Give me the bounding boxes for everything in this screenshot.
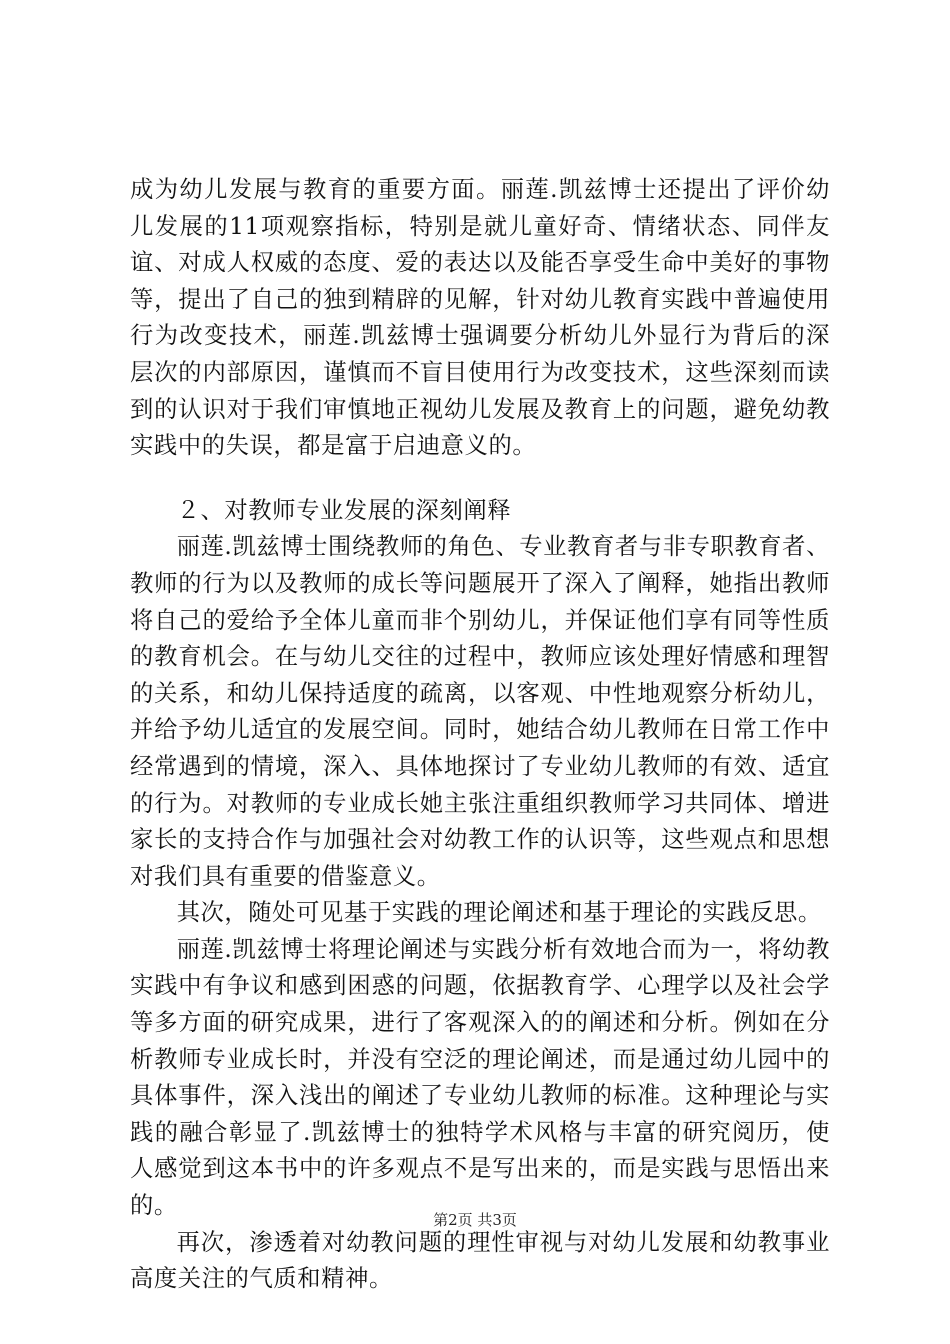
body-paragraph: 成为幼儿发展与教育的重要方面。丽莲.凯兹博士还提出了评价幼儿发展的11项观察指标，特别是就儿童好奇、情绪状态、同伴友谊、对成人权威的态度、爱的表达以及能否享受生命中美好的事物等，提出了自己的独到精辟的见解，针对幼儿教育实践中普遍使用行为改变技术，丽莲.凯兹博士强调要分析幼儿外显行为背后的深层次的内部原因，谨慎而不盲目使用行为改变技术，这些深刻而读到的认识对于我们审慎地正视幼儿发展及教育上的问题，避免幼教实践中的失误，都是富于启迪意义的。 <box>130 176 830 460</box>
body-paragraph: 再次，渗透着对幼教问题的理性审视与对幼儿发展和幼教事业高度关注的气质和精神。 <box>130 1228 830 1293</box>
document-body <box>130 172 830 1298</box>
body-paragraph: 丽莲.凯兹博士围绕教师的角色、专业教育者与非专职教育者、教师的行为以及教师的成长等问题展开了深入了阐释，她指出教师将自己的爱给予全体儿童而非个别幼儿，并保证他们享有同等性质的教育机会。在与幼儿交往的过程中，教师应该处理好情感和理智的关系，和幼儿保持适度的疏离，以客观、中性地观察分析幼儿，并给予幼儿适宜的发展空间。同时，她结合幼儿教师在日常工作中经常遇到的情境，深入、具体地探讨了专业幼儿教师的有效、适宜的行为。对教师的专业成长她主张注重组织教师学习共同体、增进家长的支持合作与加强社会对幼教工作的认识等，这些观点和思想对我们具有重要的借鉴意义。 <box>130 533 830 890</box>
body-paragraph: 其次，随处可见基于实践的理论阐述和基于理论的实践反思。 <box>176 899 822 927</box>
section-heading: ２、对教师专业发展的深刻阐释 <box>176 496 512 524</box>
body-paragraph: 丽莲.凯兹博士将理论阐述与实践分析有效地合而为一，将幼教实践中有争议和感到困惑的问题，依据教育学、心理学以及社会学等多方面的研究成果，进行了客观深入的的阐述和分析。例如在分析教师专业成长时，并没有空泛的理论阐述，而是通过幼儿园中的具体事件，深入浅出的阐述了专业幼儿教师的标准。这种理论与实践的融合彰显了.凯兹博士的独特学术风格与丰富的研究阅历，使人感觉到这本书中的许多观点不是写出来的，而是实践与思悟出来的。 <box>130 935 830 1220</box>
page-number-footer: 第2页 共3页 <box>433 1211 517 1229</box>
